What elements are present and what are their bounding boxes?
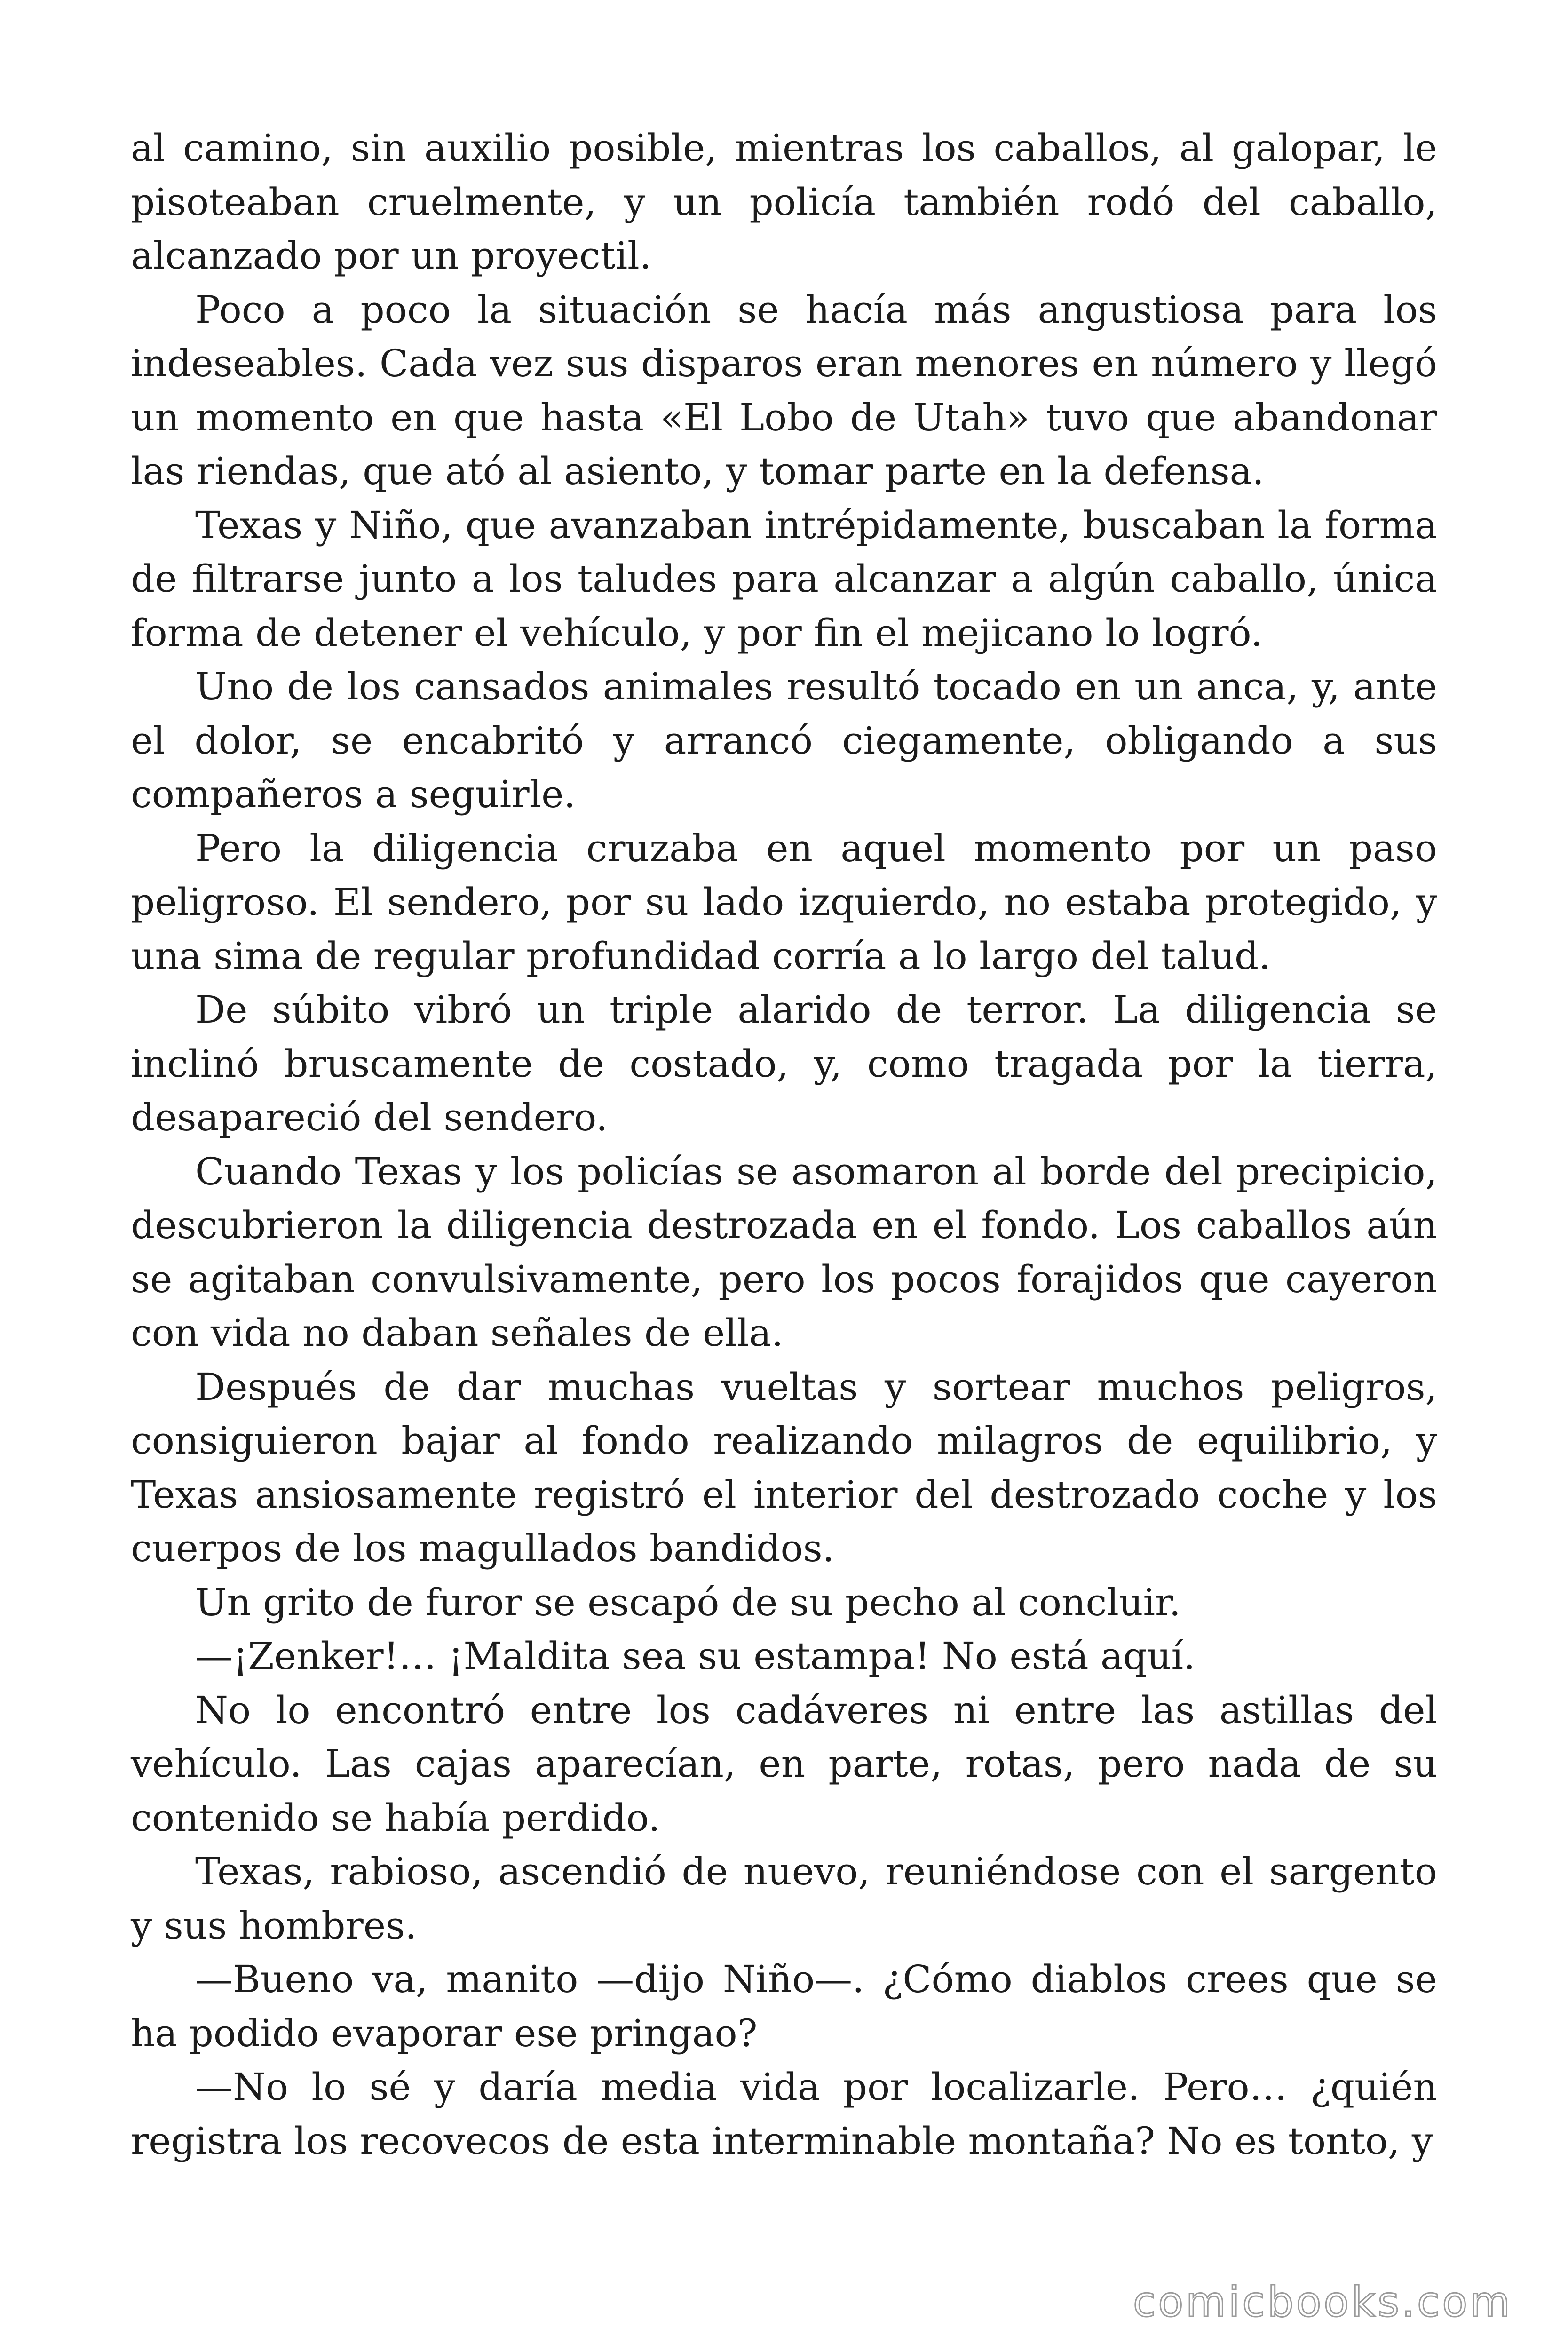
body-text <box>131 121 1437 2168</box>
paragraph: De súbito vibró un triple alarido de terror. La diligencia se inclinó bruscamente de costado, y, como tragada por la tierra, desapareció del sendero. <box>131 988 1437 1139</box>
paragraph: No lo encontró entre los cadáveres ni entre las astillas del vehículo. Las cajas aparecían, en parte, rotas, pero nada de su contenido se había perdido. <box>131 1688 1437 1840</box>
paragraph: Uno de los cansados animales resultó tocado en un anca, y, ante el dolor, se encabritó y arrancó ciegamente, obligando a sus compañeros a seguirle. <box>131 665 1437 816</box>
paragraph: Un grito de furor se escapó de su pecho al concluir. <box>195 1580 1181 1624</box>
paragraph: al camino, sin auxilio posible, mientras los caballos, al galopar, le pisoteaban cruelmente, y un policía también rodó del caballo, alcanzado por un proyectil. <box>131 126 1437 278</box>
paragraph: Después de dar muchas vueltas y sortear muchos peligros, consiguieron bajar al fondo realizando milagros de equilibrio, y Texas ansiosamente registró el interior del destrozado coche y los cuerpos de los magullados bandidos. <box>131 1365 1437 1570</box>
dialogue-line: —No lo sé y daría media vida por localizarle. Pero… ¿quién registra los recovecos de esta interminable montaña? No es tonto, y <box>131 2065 1437 2163</box>
dialogue-line: —¡Zenker!… ¡Maldita sea su estampa! No está aquí. <box>195 1634 1196 1678</box>
paragraph: Texas y Niño, que avanzaban intrépidamente, buscaban la forma de filtrarse junto a los taludes para alcanzar a algún caballo, única forma de detener el vehículo, y por fin el mejicano lo logró. <box>131 503 1437 655</box>
dialogue-line: —Bueno va, manito —dijo Niño—. ¿Cómo diablos crees que se ha podido evaporar ese pringao? <box>131 1957 1437 2055</box>
paragraph: Poco a poco la situación se hacía más angustiosa para los indeseables. Cada vez sus disparos eran menores en número y llegó un momento en que hasta «El Lobo de Utah» tuvo que abandonar las riendas, que ató al asiento, y tomar parte en la defensa. <box>131 287 1437 493</box>
paragraph: Pero la diligencia cruzaba en aquel momento por un paso peligroso. El sendero, por su lado izquierdo, no estaba protegido, y una sima de regular profundidad corría a lo largo del talud. <box>131 826 1437 978</box>
paragraph: Texas, rabioso, ascendió de nuevo, reuniéndose con el sargento y sus hombres. <box>131 1850 1437 1947</box>
paragraph: Cuando Texas y los policías se asomaron al borde del precipicio, descubrieron la diligencia destrozada en el fondo. Los caballos aún se agitaban convulsivamente, pero los pocos forajidos que cayeron con vida no daban señales de ella. <box>131 1149 1437 1355</box>
watermark-logo: comicbooks.com <box>1132 2278 1513 2326</box>
